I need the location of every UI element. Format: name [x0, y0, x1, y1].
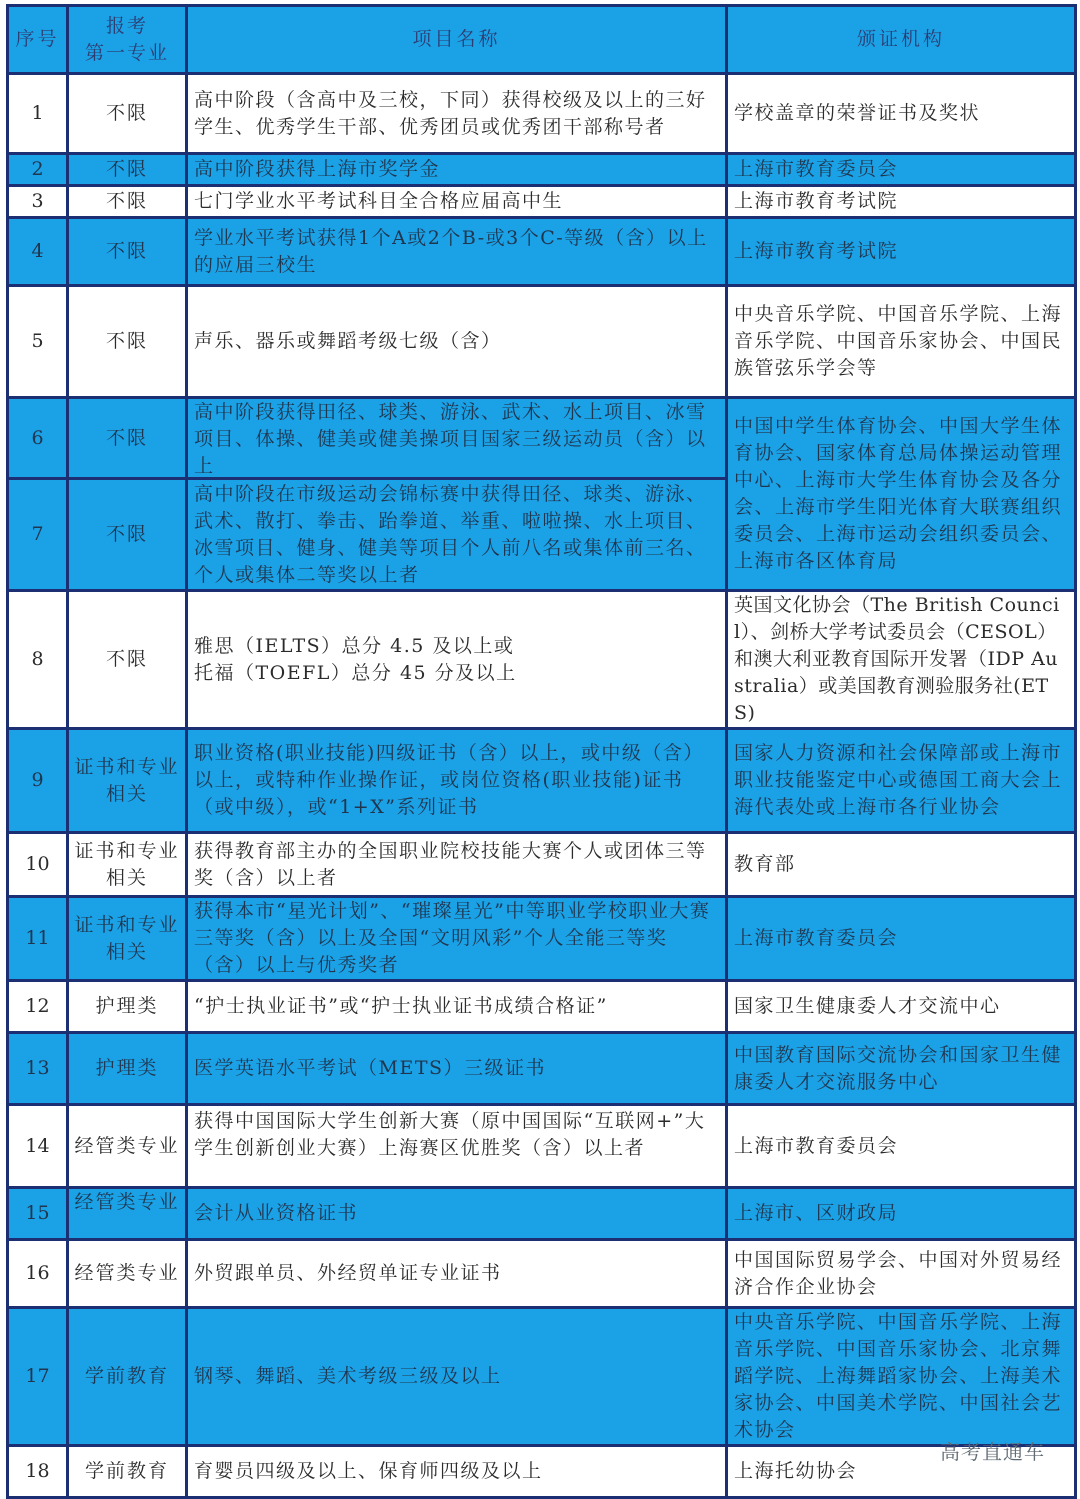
table-row [8, 981, 1076, 1033]
row-number: 9 [8, 729, 68, 833]
row-item: 高中阶段获得上海市奖学金 [187, 154, 727, 186]
row-major [68, 1188, 187, 1240]
header-item: 项目名称 [187, 6, 727, 74]
row-issuer: 上海市教育考试院 [727, 218, 1076, 286]
row-major: 经管类专业 [68, 1105, 187, 1188]
row-issuer: 上海市教育委员会 [727, 1105, 1076, 1188]
header-major: 报考 第一专业 [68, 6, 187, 74]
row-number: 4 [8, 218, 68, 286]
table-row [8, 591, 1076, 729]
row-number: 7 [8, 479, 68, 591]
row-number: 2 [8, 154, 68, 186]
table-row [8, 286, 1076, 398]
row-item [187, 398, 727, 479]
table-header-row [8, 6, 1076, 74]
row-issuer: 中国国际贸易学会、中国对外贸易经济合作企业协会 [727, 1240, 1076, 1308]
row-item-text: 获得中国国际大学生创新大赛（原中国国际“互联网+”大学生创新创业大赛）上海赛区优胜奖（含）以上者 [194, 1110, 706, 1159]
row-number: 16 [8, 1240, 68, 1308]
table-row [8, 1240, 1076, 1308]
table-row [8, 1308, 1076, 1446]
table-row [8, 897, 1076, 981]
row-issuer: 英国文化协会（The British Council）、剑桥大学考试委员会（CESOL）和澳大利亚教育国际开发署（IDP Australia）或美国教育测验服务社(ETS) [727, 591, 1076, 729]
row-major: 不限 [68, 74, 187, 154]
row-number: 5 [8, 286, 68, 398]
row-item: 高中阶段（含高中及三校，下同）获得校级及以上的三好学生、优秀学生干部、优秀团员或优秀团干部称号者 [187, 74, 727, 154]
row-issuer: 中央音乐学院、中国音乐学院、上海音乐学院、中国音乐家协会、中国民族管弦乐学会等 [727, 286, 1076, 398]
table-row [8, 833, 1076, 897]
row-issuer: 上海市教育委员会 [727, 897, 1076, 981]
table-row [8, 74, 1076, 154]
row-major-text: 经管类专业 [74, 1190, 180, 1213]
row-item: 会计从业资格证书 [187, 1188, 727, 1240]
watermark-text: 高考直通车 [940, 1440, 1045, 1464]
row-major: 不限 [68, 154, 187, 186]
row-item: 雅思（IELTS）总分 4.5 及以上或 托福（TOEFL）总分 45 分及以上 [187, 591, 727, 729]
row-issuer: 教育部 [727, 833, 1076, 897]
row-number: 17 [8, 1308, 68, 1446]
row-number: 14 [8, 1105, 68, 1188]
row-issuer: 上海市教育考试院 [727, 186, 1076, 218]
row-item: 育婴员四级及以上、保育师四级及以上 [187, 1446, 727, 1498]
row-issuer: 学校盖章的荣誉证书及奖状 [727, 74, 1076, 154]
row-number: 6 [8, 398, 68, 479]
row-item: 获得教育部主办的全国职业院校技能大赛个人或团体三等奖（含）以上者 [187, 833, 727, 897]
row-issuer-shared: 中国中学生体育协会、中国大学生体育协会、国家体育总局体操运动管理中心、上海市大学生体育协会及各分会、上海市学生阳光体育大联赛组织委员会、上海市运动会组织委员会、上海市各区体育局 [727, 398, 1076, 591]
table-row [8, 1033, 1076, 1105]
row-issuer: 国家卫生健康委人才交流中心 [727, 981, 1076, 1033]
certificate-table [6, 4, 1077, 1499]
row-item [187, 1105, 727, 1188]
row-number: 1 [8, 74, 68, 154]
row-major: 不限 [68, 398, 187, 479]
row-item: 职业资格(职业技能)四级证书（含）以上，或中级（含）以上，或特种作业操作证，或岗位资格(职业技能)证书（或中级），或“1+X”系列证书 [187, 729, 727, 833]
row-number: 15 [8, 1188, 68, 1240]
row-item: 高中阶段在市级运动会锦标赛中获得田径、球类、游泳、武术、散打、拳击、跆拳道、举重、啦啦操、水上项目、冰雪项目、健身、健美等项目个人前八名或集体前三名、个人或集体二等奖以上者 [187, 479, 727, 591]
row-major: 不限 [68, 218, 187, 286]
row-item: 医学英语水平考试（METS）三级证书 [187, 1033, 727, 1105]
row-item: 外贸跟单员、外经贸单证专业证书 [187, 1240, 727, 1308]
row-major: 不限 [68, 186, 187, 218]
row-major: 不限 [68, 479, 187, 591]
row-major: 护理类 [68, 1033, 187, 1105]
row-issuer: 上海市教育委员会 [727, 154, 1076, 186]
row-item: 七门学业水平考试科目全合格应届高中生 [187, 186, 727, 218]
row-item-text: 高中阶段获得田径、球类、游泳、武术、水上项目、冰雪项目、体操、健美或健美操项目国家三级运动员（含）以上 [194, 401, 707, 477]
row-item: “护士执业证书”或“护士执业证书成绩合格证” [187, 981, 727, 1033]
row-issuer: 中国教育国际交流协会和国家卫生健康委人才交流服务中心 [727, 1033, 1076, 1105]
row-number: 12 [8, 981, 68, 1033]
row-issuer: 中央音乐学院、中国音乐学院、上海音乐学院、中国音乐家协会、北京舞蹈学院、上海舞蹈家协会、上海美术家协会、中国美术学院、中国社会艺术协会 [727, 1308, 1076, 1446]
row-major: 不限 [68, 591, 187, 729]
table-row [8, 154, 1076, 186]
row-issuer: 上海托幼协会 [727, 1446, 1076, 1498]
table-row [8, 186, 1076, 218]
row-number: 13 [8, 1033, 68, 1105]
row-major: 护理类 [68, 981, 187, 1033]
header-issuer: 颁证机构 [727, 6, 1076, 74]
row-item: 获得本市“星光计划”、“璀璨星光”中等职业学校职业大赛三等奖（含）以上及全国“文明风彩”个人全能三等奖（含）以上与优秀奖者 [187, 897, 727, 981]
row-major: 学前教育 [68, 1308, 187, 1446]
certificate-table-wrapper [6, 4, 1074, 1499]
table-row [8, 729, 1076, 833]
table-row [8, 1188, 1076, 1240]
row-major: 学前教育 [68, 1446, 187, 1498]
header-number: 序号 [8, 6, 68, 74]
row-major: 证书和专业相关 [68, 897, 187, 981]
table-row [8, 218, 1076, 286]
row-number: 10 [8, 833, 68, 897]
row-number: 8 [8, 591, 68, 729]
row-major: 证书和专业相关 [68, 729, 187, 833]
row-number: 18 [8, 1446, 68, 1498]
row-major: 经管类专业 [68, 1240, 187, 1308]
row-issuer: 上海市、区财政局 [727, 1188, 1076, 1240]
row-major: 证书和专业相关 [68, 833, 187, 897]
row-issuer: 国家人力资源和社会保障部或上海市职业技能鉴定中心或德国工商大会上海代表处或上海市各行业协会 [727, 729, 1076, 833]
row-item: 声乐、器乐或舞蹈考级七级（含） [187, 286, 727, 398]
row-item: 学业水平考试获得1个A或2个B-或3个C-等级（含）以上的应届三校生 [187, 218, 727, 286]
table-row [8, 398, 1076, 479]
row-number: 3 [8, 186, 68, 218]
row-major: 不限 [68, 286, 187, 398]
row-number: 11 [8, 897, 68, 981]
table-row [8, 1105, 1076, 1188]
row-item: 钢琴、舞蹈、美术考级三级及以上 [187, 1308, 727, 1446]
